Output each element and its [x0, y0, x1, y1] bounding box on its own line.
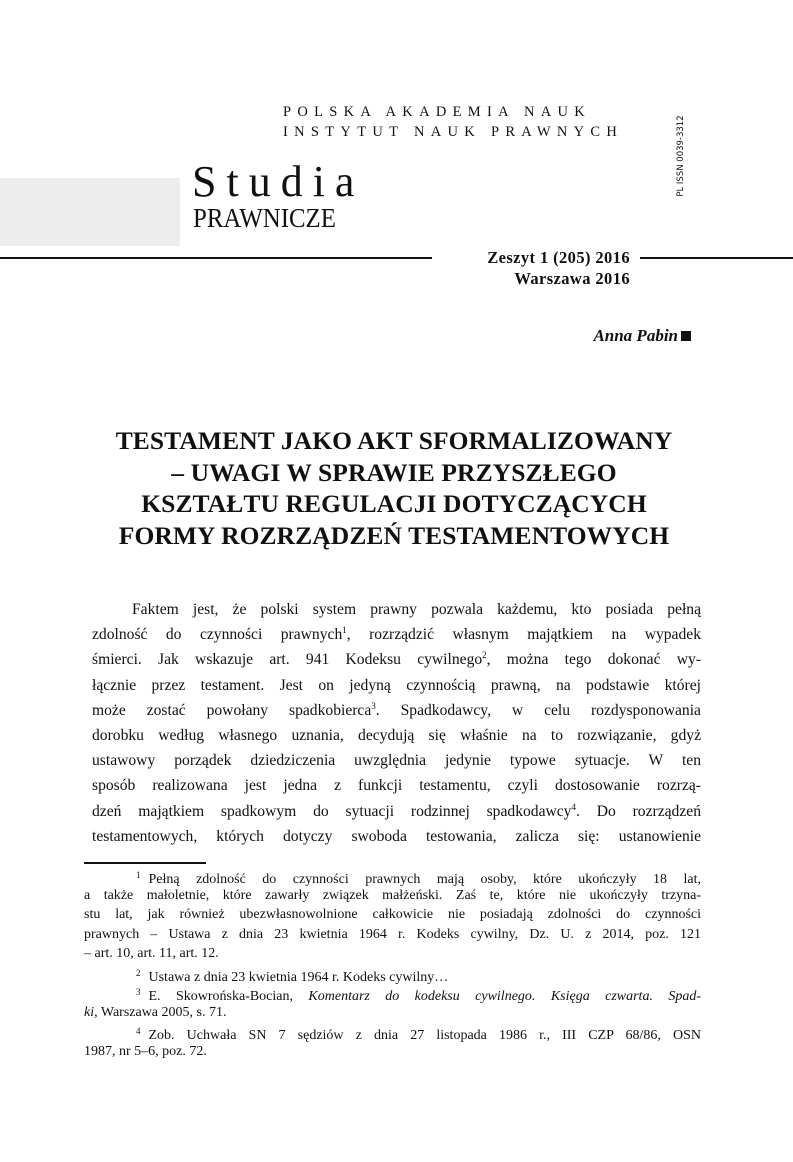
article-body — [92, 597, 701, 849]
author-name: Anna Pabin — [593, 326, 678, 345]
title-line: – UWAGI W SPRAWIE PRZYSZŁEGO — [171, 457, 617, 487]
body-line: może zostać powołany spadkobierca$^3$. Spadkodawcy, w celu rozdysponowania — [92, 700, 701, 719]
decorative-gray-block — [0, 178, 180, 246]
issue-info — [440, 247, 630, 289]
issue-place-year: Warszawa 2016 — [514, 269, 630, 288]
footnote-number: 1 — [136, 870, 141, 880]
footnote-1-line: a także małoletnie, które zawarły związek małżeński. Zaś te, które nie ukończyły trzyna- — [84, 887, 701, 903]
footnote-ref-4[interactable]: 4 — [571, 801, 576, 812]
body-line: testamentowych, których dotyczy swoboda testowania, zalicza się: ustanowienie — [92, 827, 701, 845]
body-line: dzeń majątkiem spadkowym do sytuacji rodzinnej spadkodawcy$^4$. Do rozrządzeń — [92, 801, 701, 820]
footnotes — [84, 866, 701, 1061]
body-line: Faktem jest, że polski system prawny pozwala każdemu, kto posiada pełną — [132, 601, 701, 618]
body-line: łącznie przez testament. Jest on jedyną czynnością prawną, na podstawie której — [92, 676, 701, 694]
footnote-ref-3[interactable]: 3 — [371, 700, 376, 711]
journal-subtitle: PRAWNICZE — [193, 203, 336, 233]
footnote-1-line: prawnych – Ustawa z dnia 23 kwietnia 1964 r. Kodeks cywilny, Dz. U. z 2014, poz. 121 — [84, 926, 701, 942]
footnote-3-line: ki, Warszawa 2005, s. 71. — [84, 1004, 227, 1020]
issn-text: PL ISSN 0039-3312 — [676, 114, 686, 197]
footnote-1-line: – art. 10, art. 11, art. 12. — [84, 946, 219, 961]
author — [593, 326, 691, 346]
footnote-number: 4 — [136, 1026, 141, 1036]
body-line: sposób realizowana jest jedna z funkcji testamentu, czyli dostosowanie rozrzą- — [92, 777, 701, 795]
footnote-4: $^4$ Zob. Uchwała SN 7 sędziów z dnia 27 listopada 1986 r., III CZP 68/86, OSN — [136, 1026, 701, 1043]
footnote-number: 2 — [136, 967, 141, 978]
institution-line-2: INSTYTUT NAUK PRAWNYCH — [283, 124, 624, 140]
footnote-ref-1[interactable]: 1 — [342, 625, 347, 636]
footnote-1-line: stu lat, jak również ubezwłasnowolnione całkowicie nie posiadają zdolności do czynności — [84, 907, 701, 922]
footnote-2: $^2$ Ustawa z dnia 23 kwietnia 1964 r. Kodeks cywilny… — [136, 967, 449, 985]
title-line: KSZTAŁTU REGULACJI DOTYCZĄCYCH — [141, 489, 647, 518]
square-bullet-icon — [681, 331, 691, 341]
footnote-separator — [84, 862, 206, 864]
title-line: TESTAMENT JAKO AKT SFORMALIZOWANY — [115, 426, 673, 455]
issn-label — [672, 108, 690, 203]
footnote-number: 3 — [136, 987, 141, 997]
footnote-1: $^1$ Pełną zdolność do czynności prawnych mają osoby, które ukończyły 18 lat, — [136, 870, 701, 887]
journal-title: Studia — [192, 157, 365, 206]
footnote-4-line: 1987, nr 5–6, poz. 72. — [84, 1043, 207, 1059]
footnote-3: $^3$ E. Skowrońska-Bocian, Komentarz do kodeksu cywilnego. Księga czwarta. Spad- — [136, 987, 702, 1004]
footnote-ref-2[interactable]: 2 — [482, 650, 487, 661]
title-line: FORMY ROZRZĄDZEŃ TESTAMENTOWYCH — [118, 520, 670, 550]
body-line: zdolność do czynności prawnych$^1$, rozrządzić własnym majątkiem na wypadek — [92, 625, 701, 644]
body-line: dorobku według własnego uznania, decydują się właśnie na to rozwiązanie, gdyż — [92, 726, 701, 744]
body-line: ustawowy porządek dziedziczenia uwzględnia jedynie typowe sytuacje. W ten — [92, 752, 701, 770]
body-line: śmierci. Jak wskazuje art. 941 Kodeksu cywilnego$^2$, można tego dokonać wy- — [92, 650, 702, 669]
header-rule-right — [640, 257, 793, 259]
header-rule-left — [0, 257, 432, 259]
institution-line-1: POLSKA AKADEMIA NAUK — [283, 104, 592, 120]
issue-number: Zeszyt 1 (205) 2016 — [487, 248, 630, 267]
article-title — [80, 425, 708, 551]
